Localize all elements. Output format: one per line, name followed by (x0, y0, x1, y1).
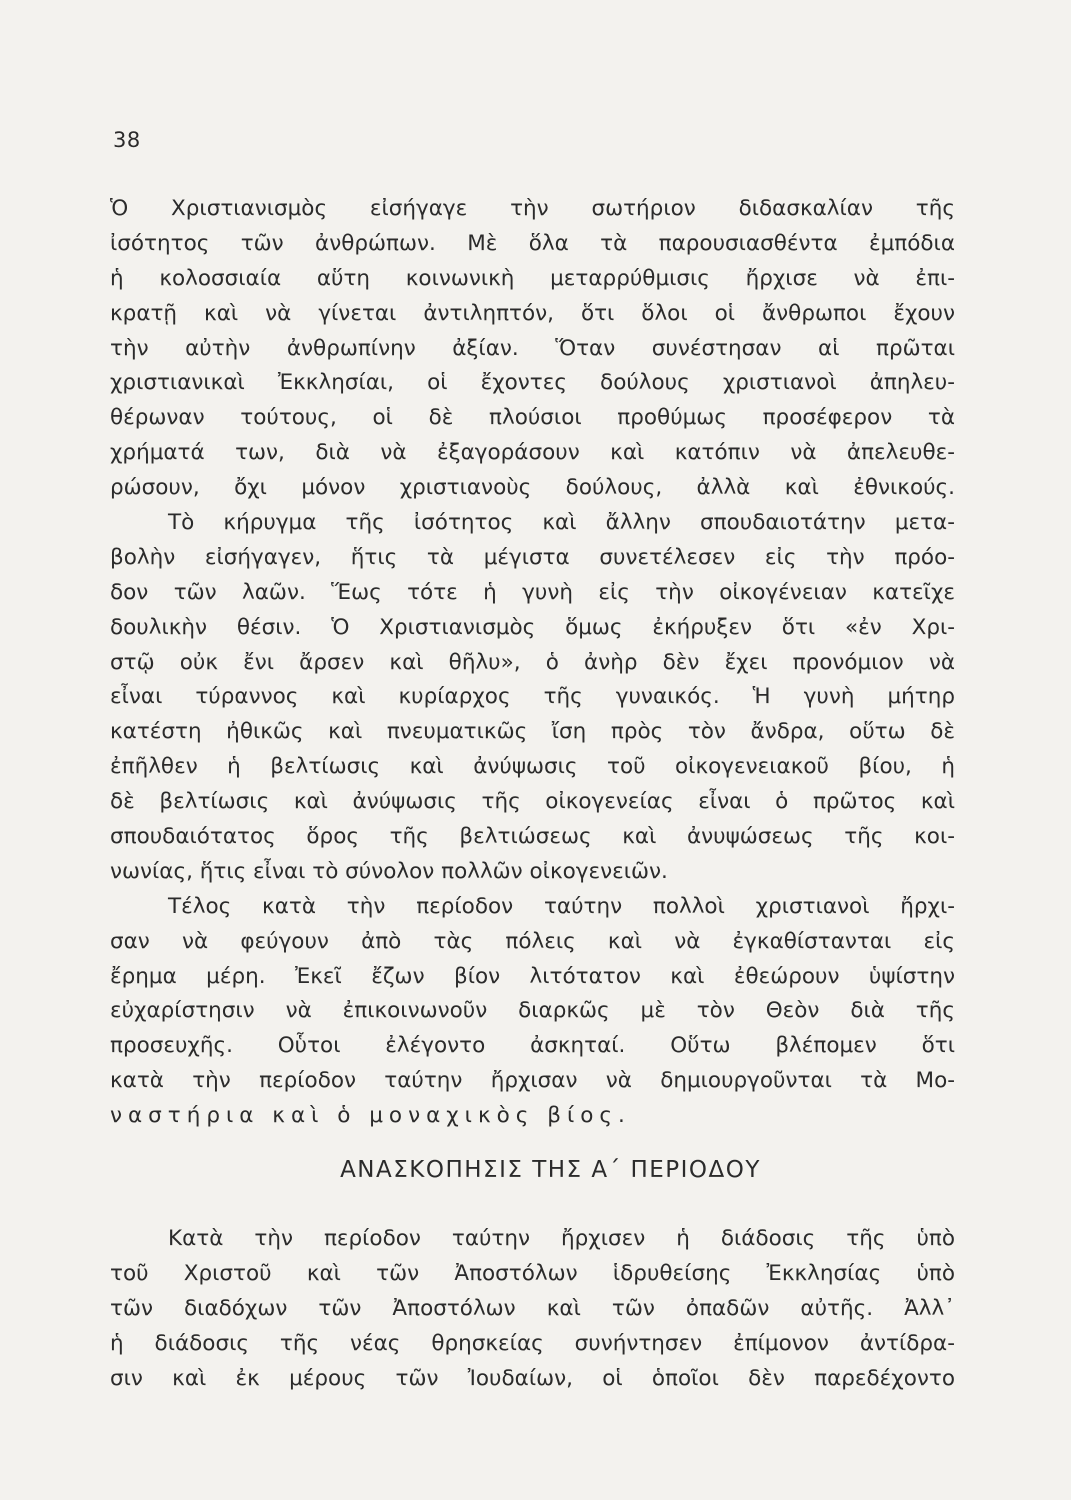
text-line: ἐπῆλθεν ἡ βελτίωσις καὶ ἀνύψωσις τοῦ οἰκογενειακοῦ βίου, ἡ (110, 754, 955, 780)
text-line: σπουδαιότατος ὅρος τῆς βελτιώσεως καὶ ἀνυψώσεως τῆς κοι- (110, 824, 955, 850)
body-text-section-1 (110, 192, 955, 1134)
text-line: εἶναι τύραννος καὶ κυρίαρχος τῆς γυναικός. Ἡ γυνὴ μήτηρ (110, 684, 955, 710)
text-line: ἔρημα μέρη. Ἐκεῖ ἔζων βίον λιτότατον καὶ ἐθεώρουν ὑψίστην (110, 963, 955, 989)
text-line: σιν καὶ ἐκ μέρους τῶν Ἰουδαίων, οἱ ὁποῖοι δὲν παρεδέχοντο (110, 1365, 955, 1391)
text-line: ἰσότητος τῶν ἀνθρώπων. Μὲ ὅλα τὰ παρουσιασθέντα ἐμπόδια (110, 230, 955, 256)
text-line: χριστιανικαὶ Ἐκκλησίαι, οἱ ἔχοντες δούλους χριστιανοὶ ἀπηλευ- (110, 370, 955, 396)
text-line: σαν νὰ φεύγουν ἀπὸ τὰς πόλεις καὶ νὰ ἐγκαθίστανται εἰς (110, 928, 955, 954)
text-line: ρώσουν, ὄχι μόνον χριστιανοὺς δούλους, ἀλλὰ καὶ ἐθνικούς. (110, 475, 955, 501)
text-line: εὐχαρίστησιν νὰ ἐπικοινωνοῦν διαρκῶς μὲ τὸν Θεὸν διὰ τῆς (110, 998, 955, 1024)
body-text-section-2 (110, 1222, 955, 1396)
page-number: 38 (113, 128, 141, 152)
text-line: δὲ βελτίωσις καὶ ἀνύψωσις τῆς οἰκογενείας εἶναι ὁ πρῶτος καὶ (110, 789, 955, 815)
text-line: Τὸ κήρυγμα τῆς ἰσότητος καὶ ἄλλην σπουδαιοτάτην μετα- (168, 510, 955, 536)
text-line: βολὴν εἰσήγαγεν, ἥτις τὰ μέγιστα συνετέλεσεν εἰς τὴν πρόο- (110, 544, 955, 570)
text-line: κατέστη ἠθικῶς καὶ πνευματικῶς ἴση πρὸς τὸν ἄνδρα, οὕτω δὲ (110, 719, 955, 745)
text-line: κατὰ τὴν περίοδον ταύτην ἤρχισαν νὰ δημιουργοῦνται τὰ Μο- (110, 1068, 955, 1094)
text-line: θέρωναν τούτους, οἱ δὲ πλούσιοι προθύμως προσέφερον τὰ (110, 405, 955, 431)
text-line: Ὁ Χριστιανισμὸς εἰσήγαγε τὴν σωτήριον διδασκαλίαν τῆς (110, 196, 955, 221)
section-heading: ΑΝΑΣΚΟΠΗΣΙΣ ΤΗΣ Α΄ ΠΕΡΙΟΔΟΥ (340, 1157, 761, 1183)
text-line: ἡ διάδοσις τῆς νέας θρησκείας συνήντησεν ἐπίμονον ἀντίδρα- (110, 1330, 955, 1356)
text-line: τοῦ Χριστοῦ καὶ τῶν Ἀποστόλων ἱδρυθείσης Ἐκκλησίας ὑπὸ (110, 1260, 955, 1286)
text-line: τῶν διαδόχων τῶν Ἀποστόλων καὶ τῶν ὀπαδῶν αὐτῆς. Ἀλλ᾽ (110, 1295, 955, 1321)
text-line: προσευχῆς. Οὗτοι ἐλέγοντο ἀσκηταί. Οὕτω βλέπομεν ὅτι (110, 1033, 955, 1059)
text-line: ἡ κολοσσιαία αὕτη κοινωνικὴ μεταρρύθμισις ἤρχισε νὰ ἐπι- (110, 265, 955, 291)
text-line: ναστήρια καὶ ὁ μοναχικὸς βίος. (110, 1103, 631, 1129)
text-line: κρατῇ καὶ νὰ γίνεται ἀντιληπτόν, ὅτι ὅλοι οἱ ἄνθρωποι ἔχουν (110, 300, 955, 326)
text-line: δον τῶν λαῶν. Ἕως τότε ἡ γυνὴ εἰς τὴν οἰκογένειαν κατεῖχε (110, 579, 955, 605)
text-line: Τέλος κατὰ τὴν περίοδον ταύτην πολλοὶ χριστιανοὶ ἤρχι- (168, 893, 955, 919)
text-line: Κατὰ τὴν περίοδον ταύτην ἤρχισεν ἡ διάδοσις τῆς ὑπὸ (168, 1226, 955, 1251)
text-line: τὴν αὐτὴν ἀνθρωπίνην ἀξίαν. Ὅταν συνέστησαν αἱ πρῶται (110, 335, 955, 361)
text-line: χρήματά των, διὰ νὰ ἐξαγοράσουν καὶ κατόπιν νὰ ἀπελευθε- (110, 440, 955, 466)
text-line: στῷ οὐκ ἔνι ἄρσεν καὶ θῆλυ», ὁ ἀνὴρ δὲν ἔχει προνόμιον νὰ (110, 649, 955, 675)
text-line: δουλικὴν θέσιν. Ὁ Χριστιανισμὸς ὅμως ἐκήρυξεν ὅτι «ἐν Χρι- (110, 614, 955, 640)
text-line: νωνίας, ἥτις εἶναι τὸ σύνολον πολλῶν οἰκογενειῶν. (110, 858, 668, 884)
